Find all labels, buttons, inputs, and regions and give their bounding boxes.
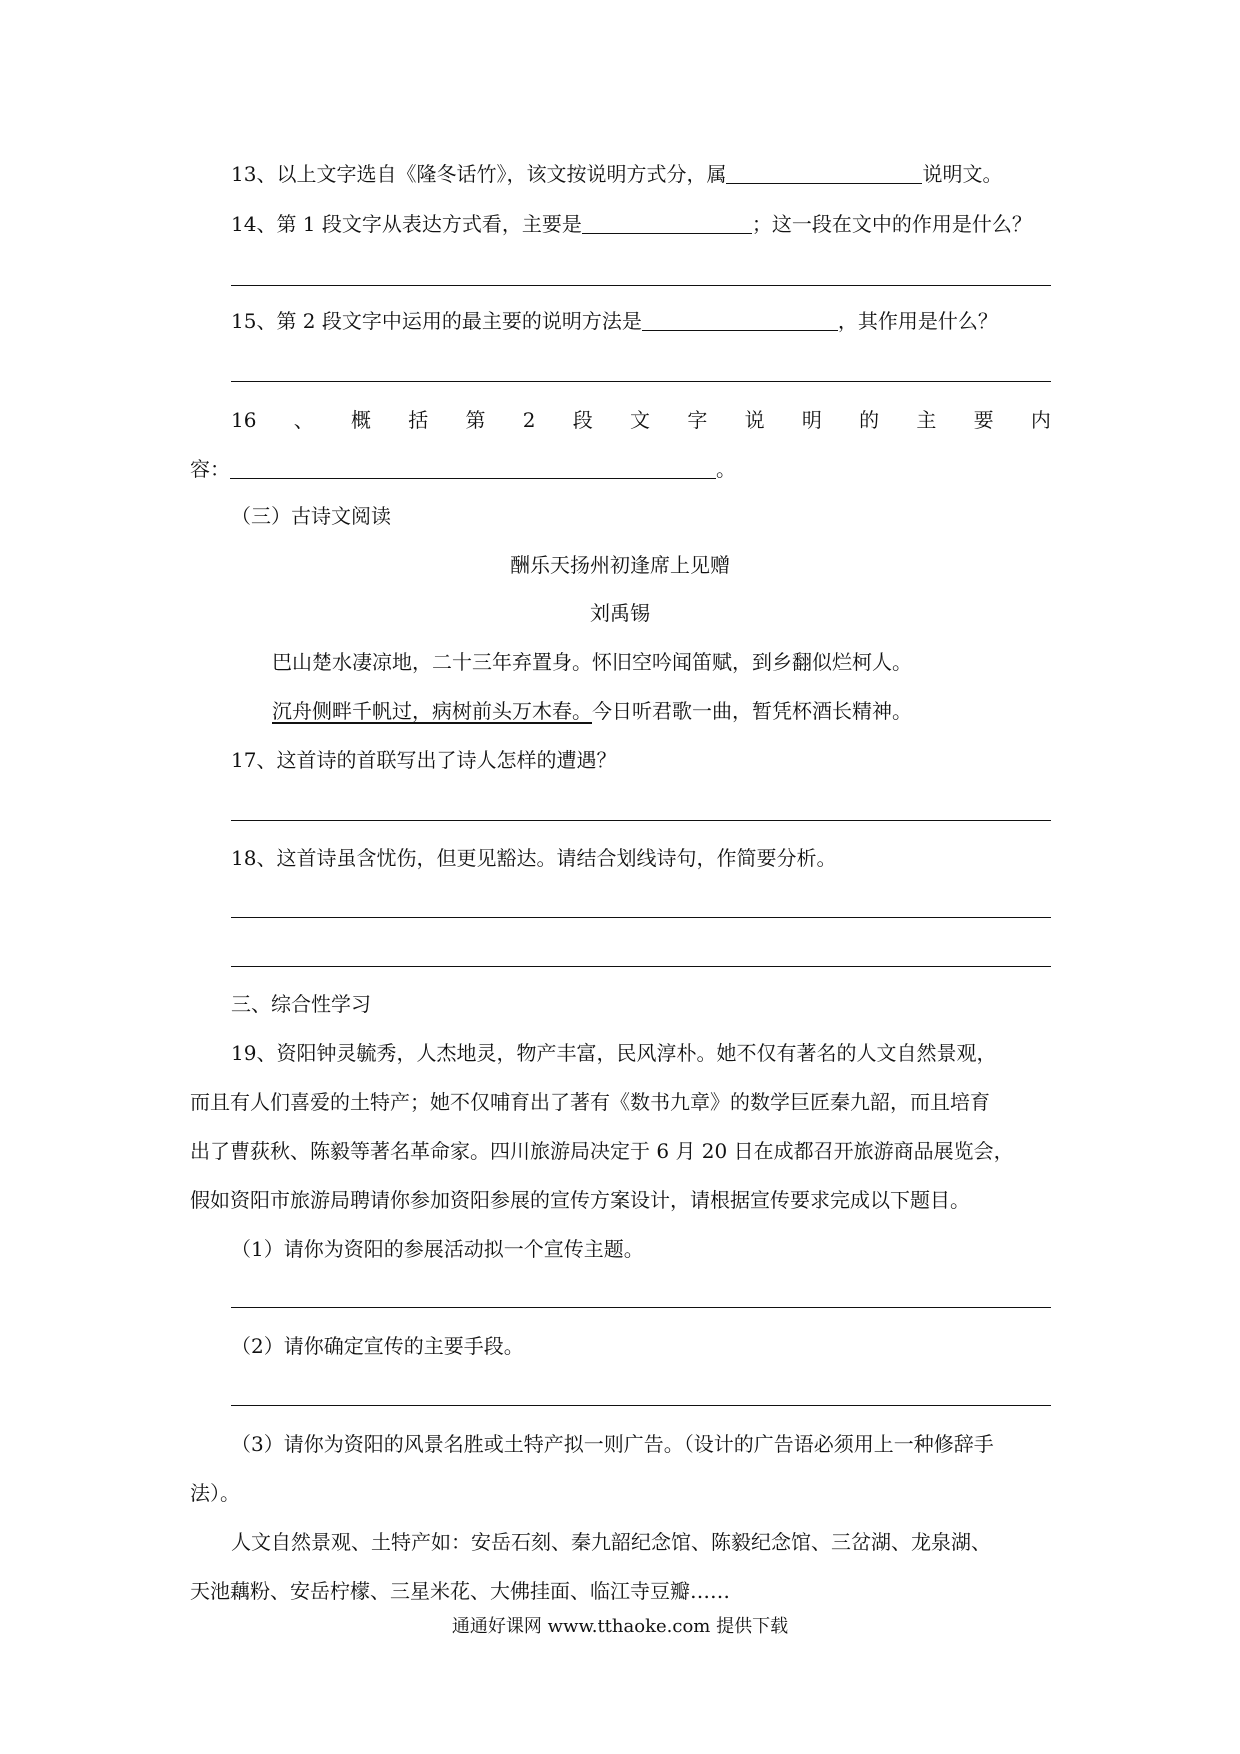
q16-char: 字 [687, 408, 708, 432]
answer-line-17[interactable] [231, 820, 1051, 821]
poem-line-2-rest: 今日听君歌一曲，暂凭杯酒长精神。 [592, 699, 912, 723]
q16-char: 内 [1030, 408, 1051, 432]
q16-char: 16 [231, 408, 257, 432]
question-19-line4: 假如资阳市旅游局聘请你参加资阳参展的宣传方案设计，请根据宣传要求完成以下题目。 [190, 1188, 970, 1212]
question-19-line3: 出了曹荻秋、陈毅等著名革命家。四川旅游局决定于 6 月 20 日在成都召开旅游商品展览会， [190, 1139, 1014, 1163]
poem-underlined-text: 沉舟侧畔千帆过，病树前头万木春。 [272, 699, 592, 723]
q16-char: 2 [522, 408, 536, 432]
question-18: 18、这首诗虽含忧伤，但更见豁达。请结合划线诗句，作简要分析。 [231, 846, 837, 870]
question-14-text: 14、第 1 段文字从表达方式看，主要是 [231, 212, 582, 236]
answer-blank-16[interactable] [230, 456, 716, 479]
question-19-line2: 而且有人们喜爱的土特产；她不仅哺育出了著有《数书九章》的数学巨匠秦九韶，而且培育 [190, 1090, 990, 1114]
answer-line-18a[interactable] [231, 917, 1051, 918]
poem-author: 刘禹锡 [590, 601, 650, 625]
page-footer: 通通好课网 www.tthaoke.com 提供下载 [451, 1616, 789, 1637]
answer-line-14[interactable] [231, 285, 1051, 286]
question-14-suffix: ；这一段在文中的作用是什么？ [751, 212, 1032, 236]
q16-char: 段 [572, 408, 593, 432]
q16-char: 说 [744, 408, 765, 432]
question-17: 17、这首诗的首联写出了诗人怎样的遭遇？ [231, 748, 617, 772]
question-19-sub3-line2: 法）。 [190, 1481, 240, 1505]
question-19-sub3-line1: （3）请你为资阳的风景名胜或土特产拟一则广告。（设计的广告语必须用上一种修辞手 [231, 1432, 994, 1456]
question-13 [231, 160, 1091, 188]
question-13-text: 13、以上文字选自《隆冬话竹》，该文按说明方式分，属 [231, 162, 727, 186]
q16-char: 第 [465, 408, 486, 432]
question-19-sub1: （1）请你为资阳的参展活动拟一个宣传主题。 [231, 1237, 644, 1261]
answer-line-18b[interactable] [231, 966, 1051, 967]
question-14 [231, 210, 1091, 238]
answer-line-15[interactable] [231, 381, 1051, 382]
q16-char: 、 [293, 408, 314, 432]
question-19-line1: 19、资阳钟灵毓秀，人杰地灵，物产丰富，民风淳朴。她不仅有著名的人文自然景观， [231, 1041, 997, 1065]
question-16-suffix: 。 [716, 457, 736, 481]
q16-char: 主 [916, 408, 937, 432]
poem-title: 酬乐天扬州初逢席上见赠 [510, 553, 730, 577]
q16-char: 文 [630, 408, 651, 432]
answer-blank-14[interactable] [582, 211, 752, 234]
answer-line-19-1[interactable] [231, 1307, 1051, 1308]
section-poem-heading: （三）古诗文阅读 [231, 504, 391, 528]
question-16-line1 [231, 406, 1051, 434]
answer-blank-13[interactable] [726, 161, 922, 184]
poem-line-2 [272, 697, 1132, 725]
poem-line-1: 巴山楚水凄凉地，二十三年弃置身。怀旧空吟闻笛赋，到乡翻似烂柯人。 [272, 650, 912, 674]
question-19-sub2: （2）请你确定宣传的主要手段。 [231, 1334, 524, 1358]
q16-char: 概 [350, 408, 371, 432]
question-15 [231, 307, 1091, 335]
question-16-line2 [190, 455, 1050, 483]
question-15-text: 15、第 2 段文字中运用的最主要的说明方法是 [231, 309, 642, 333]
section-3-heading: 三、综合性学习 [231, 992, 371, 1016]
examples-line-2: 天池藕粉、安岳柠檬、三星米花、大佛挂面、临江寺豆瓣…… [190, 1579, 730, 1603]
answer-line-19-2[interactable] [231, 1405, 1051, 1406]
question-13-suffix: 说明文。 [922, 162, 1003, 186]
q16-char: 要 [973, 408, 994, 432]
question-16-prefix: 容： [190, 457, 230, 481]
q16-char: 括 [408, 408, 429, 432]
q16-char: 的 [859, 408, 880, 432]
answer-blank-15[interactable] [642, 308, 838, 331]
question-15-suffix: ，其作用是什么？ [837, 309, 998, 333]
examples-line-1: 人文自然景观、土特产如：安岳石刻、秦九韶纪念馆、陈毅纪念馆、三岔湖、龙泉湖、 [231, 1530, 991, 1554]
q16-char: 明 [801, 408, 822, 432]
